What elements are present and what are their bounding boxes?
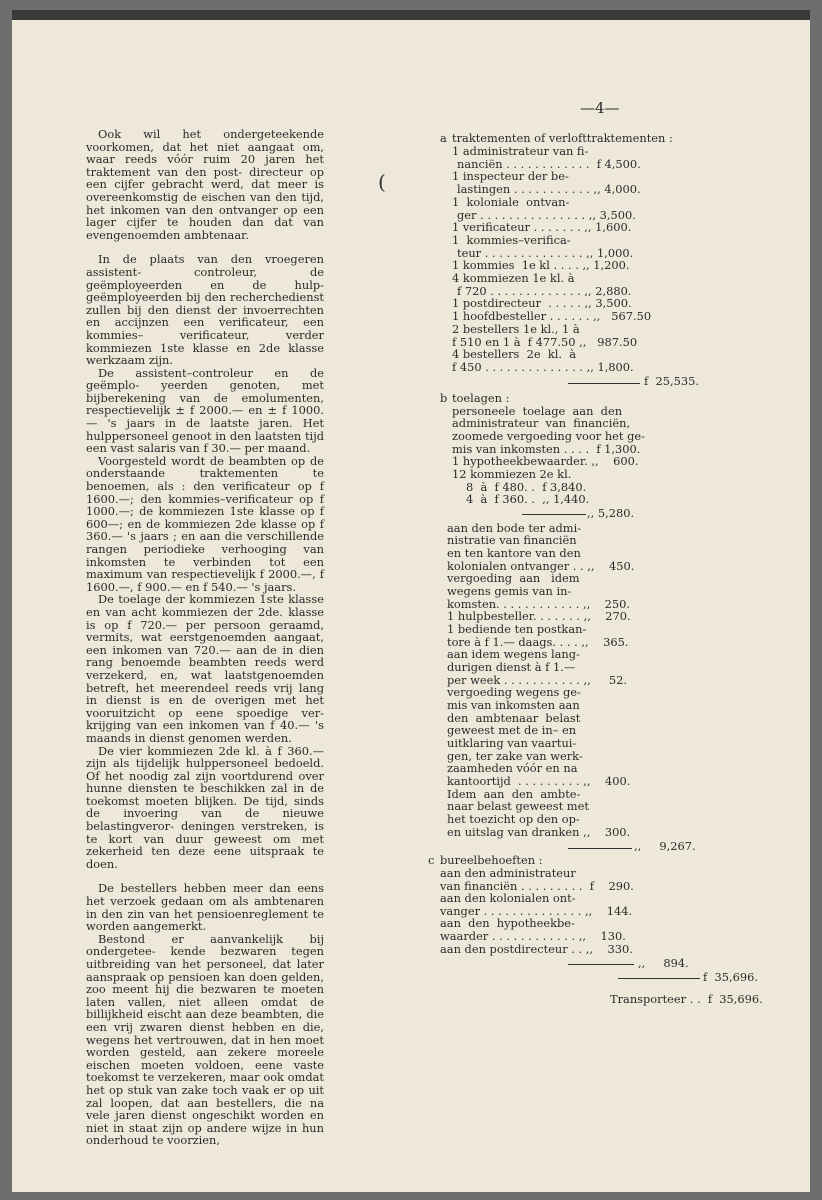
paragraph: [86, 882, 324, 932]
budget-line: aan idem wegens lang-: [447, 647, 580, 661]
text-line: als :: [157, 479, 186, 494]
paragraph: [86, 367, 324, 455]
text-line: die een vrij zwaren dienst hebben en die,: [86, 1007, 324, 1034]
text-line: toekomst moeten blijken. De tijd, sinds de: [86, 793, 324, 821]
text-line: De vier kommiezen 2de kl. à f 360.—: [98, 743, 324, 758]
budget-line: aan den kolonialen ont-: [440, 891, 576, 905]
text-line: wat eerstgenoemden aangaat, een inkomen: [86, 630, 324, 657]
text-line: tot een maximum van respectievelijk: [86, 554, 324, 582]
budget-line: vergoeding aan idem: [447, 571, 580, 585]
text-line: de billijkheid eischt aan deze beambten,: [86, 994, 325, 1022]
text-line: controleur, de geëmployeerden en de hulp-: [86, 264, 325, 292]
budget-line: 1 kommies–verifica-: [452, 233, 571, 247]
text-line: een lager cijfer te houden dan dat van: [86, 202, 324, 230]
text-line: hunne diensten te beschikken zal in de: [86, 781, 324, 796]
paragraph: [86, 253, 324, 366]
budget-line: Transporteer . . f 35,696.: [610, 992, 763, 1006]
budget-line: geweest met de in– en: [447, 723, 577, 737]
budget-line: a: [440, 131, 447, 145]
budget-line: uitklaring van vaartui-: [447, 736, 577, 750]
text-line: emolumenten, respectievelijk ± f 2000.—: [86, 390, 324, 418]
text-line: krijging van een inkomen van f 40.— 's: [86, 718, 324, 733]
budget-line: kantoortijd . . . . . . . . . ,, 400.: [447, 774, 631, 788]
budget-line: vergoeding wegens ge-: [447, 685, 581, 699]
text-line: onderstaande traktementen te benoemen,: [86, 466, 324, 494]
budget-line: per week . . . . . . . . . . . ,, 52.: [447, 673, 627, 687]
margin-mark: (: [378, 170, 386, 194]
text-line: den kommies–verificateur op f 1000.—;: [86, 491, 324, 519]
budget-line: 1 kommies 1e kl . . . . ,, 1,200.: [452, 258, 630, 272]
budget-line: f 720 . . . . . . . . . . . . . ,, 2,880.: [457, 284, 632, 298]
budget-line: 1 verificateur . . . . . . . ,, 1,600.: [452, 220, 632, 234]
budget-line: ger . . . . . . . . . . . . . . . ,, 3,500.: [457, 208, 636, 222]
text-line: deningen verstreken, is te kort van duur: [86, 819, 325, 846]
text-line: maands in dienst genomen werden.: [86, 730, 292, 745]
text-line: De assistent–controleur en de geëmplo-: [86, 365, 324, 393]
budget-line: den ambtenaar belast: [447, 711, 581, 725]
text-line: zullen bij den dienst der invoerrechten en: [86, 302, 324, 330]
budget-line: vanger . . . . . . . . . . . . . . ,, 144.: [440, 904, 633, 918]
budget-line: 4 à f 360. . ,, 1,440.: [466, 492, 590, 506]
budget-line: tore à f 1.— daags. . . . ,, 365.: [447, 635, 629, 649]
budget-line: mis van inkomsten . . . . f 1,300.: [452, 442, 641, 456]
text-line: uitspraak te doen.: [86, 844, 325, 871]
text-line: reeds vrij lang in dienst is en de overigen: [86, 680, 324, 708]
budget-line: toelagen :: [452, 391, 510, 405]
text-line: f 2000.—, f 1600.—, f 900.— en f 540.— 's: [86, 567, 325, 594]
text-line: meer is overeenkomstig de eischen van den: [86, 177, 324, 204]
budget-line: komsten. . . . . . . . . . . . ,, 250.: [447, 597, 631, 611]
text-line: directeur op een cijfer gebracht werd, dat: [86, 164, 324, 192]
text-line: ruim 20 jaren het traktement van den post-: [86, 152, 325, 179]
left-column-text: [86, 128, 324, 1147]
budget-line: 1 hoofdbesteller . . . . . . ,, 567.50: [452, 309, 652, 323]
budget-line: aan den postdirecteur . . ,, 330.: [440, 942, 633, 956]
budget-line: 4 kommiezen 1e kl. à: [452, 271, 575, 285]
text-line: van zake toch vaak er op uit zal loopen,: [86, 1082, 325, 1110]
text-line: andere wijze in hun onderhoud te voorzien,: [86, 1120, 324, 1148]
budget-line: en uitslag van dranken ,, 300.: [447, 825, 631, 839]
text-line: kende bezwaren tegen uitbreiding van het: [86, 944, 324, 971]
text-line: worden aangemerkt.: [86, 919, 207, 934]
paragraph: [86, 933, 324, 1147]
budget-line: personeele toelage aan den: [452, 404, 623, 418]
budget-line: f 450 . . . . . . . . . . . . . . ,, 1,800.: [452, 360, 634, 374]
budget-line: gen, ter zake van werk-: [447, 749, 583, 763]
budget-line: zaamheden vóór en na: [447, 761, 578, 775]
text-line: evengenoemden ambtenaar.: [86, 227, 249, 242]
text-line: den verificateur op f 1600.—;: [86, 479, 324, 506]
text-line: tijd een vast salaris van f 30.— per maand.: [86, 428, 325, 456]
text-line: In de plaats van den vroegeren assistent-: [86, 252, 324, 279]
text-line: zijn als tijdelijk hulppersoneel bedoeld.: [86, 756, 324, 771]
text-line: en 2de klasse werkzaam zijn.: [86, 340, 324, 368]
budget-line: aan den administrateur: [440, 866, 576, 880]
budget-line: 1 koloniale ontvan-: [452, 195, 570, 209]
sum-rule: [568, 964, 634, 965]
text-line: moeten voldoen, eene vaste toekomst te: [86, 1057, 324, 1085]
text-line: van 720.— aan de in dien rang benoemde: [86, 642, 324, 670]
sum-rule: [618, 978, 700, 979]
text-line: De bestellers hebben meer dan eens: [98, 881, 324, 896]
text-line: Bestond er aanvankelijk bij ondergetee-: [86, 931, 324, 959]
budget-line: bureelbehoeften :: [440, 853, 543, 867]
text-line: geweest om met zekerheid ten deze eene: [86, 831, 324, 859]
budget-line: durigen dienst à f 1.—: [447, 660, 576, 674]
budget-line: f 510 en 1 à f 477.50 ,, 987.50: [452, 335, 638, 349]
text-line: geëmployeerden bij den recherchedienst: [86, 290, 324, 305]
paragraph: [86, 455, 324, 594]
budget-line: 2 bestellers 1e kl., 1 à: [452, 322, 580, 336]
budget-line: 1 postdirecteur . . . . . ,, 3,500.: [452, 296, 632, 310]
text-line: op f 720.— per persoon geraamd, vermits,: [86, 617, 324, 645]
budget-line: lastingen . . . . . . . . . . . ,, 4,000.: [457, 182, 641, 196]
text-line: ongeschikt worden en niet in staat zijn op: [86, 1108, 324, 1135]
budget-line: teur . . . . . . . . . . . . . . ,, 1,000.: [457, 246, 634, 260]
text-line: het verzoek gedaan om als ambtenaren: [86, 894, 324, 909]
budget-line: 12 kommiezen 2e kl.: [452, 467, 572, 481]
budget-line: 4 bestellers 2e kl. à: [452, 347, 577, 361]
sum-rule: [568, 848, 632, 849]
budget-line: Idem aan den ambte-: [447, 787, 581, 801]
text-line: laatstgenoemden betreft, het meerendeel: [86, 667, 325, 695]
text-line: kan doen gelden, zoo meent hij die bezwaren: [86, 969, 324, 997]
text-line: wegens het vertrouwen, dat in hen moet: [86, 1032, 324, 1047]
text-line: De toelage der kommiezen 1ste klasse: [98, 592, 324, 607]
budget-line: naar belast geweest met: [447, 799, 589, 813]
budget-line: nanciën . . . . . . . . . . . . f 4,500.: [457, 157, 641, 171]
text-line: Of het noodig zal zijn voortdurend over: [86, 768, 324, 783]
budget-line: 1 bediende ten postkan-: [447, 622, 587, 636]
text-line: en aan die verschillende rangen periodieke: [86, 529, 324, 556]
paragraph: [86, 128, 324, 241]
budget-line: nistratie van financiën: [447, 533, 577, 547]
budget-line: 1 hulpbesteller. . . . . . . ,, 270.: [447, 609, 631, 623]
text-line: accijnzen een verificateur, een kommies–: [86, 315, 325, 342]
budget-line: f 35,696.: [703, 970, 758, 984]
text-line: dat het niet aangaat om, waar reeds vóór: [86, 139, 324, 167]
budget-line: aan den hypotheekbe-: [440, 916, 575, 930]
text-line: de kommiezen 1ste klasse op f 600—; en: [86, 504, 324, 531]
budget-line: 1 hypotheekbewaarder. ,, 600.: [452, 454, 639, 468]
budget-line: 1 inspecteur der be-: [452, 169, 569, 183]
text-line: personeel, dat later aanspraak op pensioen: [86, 957, 324, 984]
budget-line: ,, 894.: [638, 956, 689, 970]
text-line: verificateur, verder kommiezen 1ste klasse: [86, 327, 324, 355]
budget-line: kolonialen ontvanger . . ,, 450.: [447, 559, 635, 573]
text-line: worden gesteld, aan zekere moreele eischen: [86, 1045, 324, 1072]
text-line: beambten reeds werd verzekerd, en, wat: [86, 655, 324, 682]
text-line: te moeten laten vallen, niet alleen omdat: [86, 982, 325, 1009]
text-line: jaars ;: [140, 529, 177, 544]
budget-line: 8 à f 480. . f 3,840.: [466, 480, 587, 494]
budget-line: het toezicht op den op-: [447, 812, 580, 826]
text-line: verhooging van inkomsten te verbinden: [86, 542, 324, 569]
budget-line: zoomede vergoeding voor het ge-: [452, 429, 645, 443]
budget-line: en ten kantore van den: [447, 546, 581, 560]
sum-rule: [522, 514, 586, 515]
text-line: tijd, het inkomen van den ontvanger op: [86, 189, 324, 217]
text-line: in den zin van het pensioenreglement te: [86, 906, 324, 921]
text-line: en van acht kommiezen der 2de. klasse is: [86, 604, 324, 632]
text-line: met het vooruitzicht op eene spoedige ver-: [86, 693, 324, 720]
budget-line: b: [440, 391, 448, 405]
budget-line: mis van inkomsten aan: [447, 698, 580, 712]
budget-line: administrateur van financiën,: [452, 416, 631, 430]
text-line: dat aan bestellers, die na vele jaren dienst: [86, 1095, 324, 1123]
budget-line: c: [428, 853, 435, 867]
scan-top-border: [12, 10, 810, 20]
budget-line: traktementen of verlofttraktementen :: [452, 131, 673, 145]
budget-line: f 25,535.: [644, 374, 699, 388]
budget-line: aan den bode ter admi-: [447, 521, 582, 535]
text-line: Het hulppersoneel genoot in den laatsten: [86, 416, 324, 443]
text-line: jaars.: [263, 579, 296, 594]
text-line: invoering van de nieuwe belastingveror-: [86, 806, 325, 834]
sum-rule: [568, 383, 640, 384]
page-number: —4—: [580, 99, 620, 117]
text-line: yeerden genoten, met bijberekening van de: [86, 378, 324, 405]
budget-line: 1 administrateur van fi-: [452, 144, 589, 158]
budget-line: ,, 9,267.: [634, 839, 696, 853]
text-line: Voorgesteld wordt de beambten op de: [98, 453, 324, 468]
budget-line: ,, 5,280.: [587, 506, 635, 520]
text-line: verzekeren, maar ook omdat het op stuk: [86, 1070, 324, 1097]
paragraph: [86, 593, 324, 744]
text-line: en ± f 1000.— 's jaars in de laatste jaren.: [86, 403, 324, 431]
text-line: Ook wil het ondergeteekende voorkomen,: [86, 127, 324, 154]
paragraph: [86, 745, 324, 871]
budget-line: van financiën . . . . . . . . . f 290.: [440, 879, 634, 893]
text-line: de kommiezen 2de klasse op f 360.— 's: [86, 516, 325, 544]
budget-line: wegens gemis van in-: [447, 584, 572, 598]
budget-line: waarder . . . . . . . . . . . . ,, 130.: [440, 929, 626, 943]
